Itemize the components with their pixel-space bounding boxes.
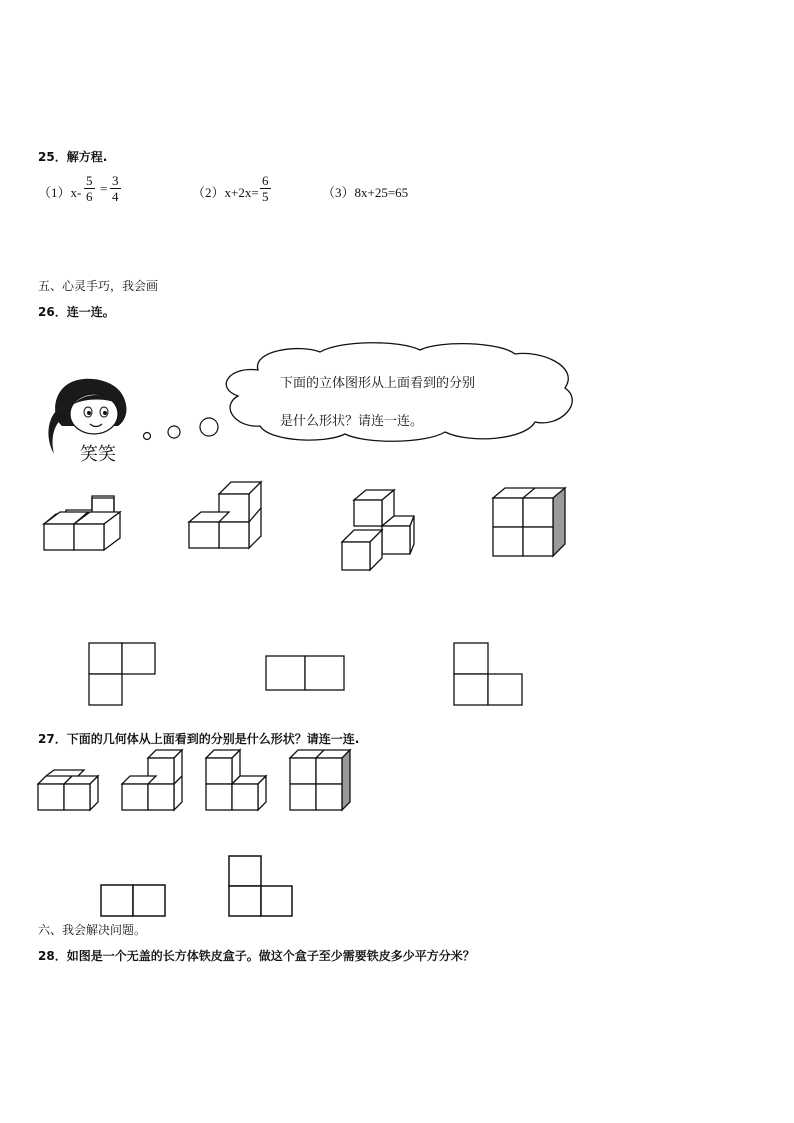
eq1-fraction-2: [110, 173, 121, 204]
eq2-fraction: [260, 173, 271, 204]
q26-solid-figure-4: [493, 488, 569, 558]
bubble-text-line-1: 下面的立体图形从上面看到的分别: [280, 376, 476, 391]
eq2-frac-numerator: 6: [262, 173, 269, 188]
q26-solid-figure-3: [340, 488, 416, 576]
q26-top-view-1: [89, 643, 159, 709]
eq1-frac1-numerator: 5: [86, 173, 93, 188]
eq2-label: （2）x+2x=: [192, 185, 259, 200]
q27-solid-figure-4: [290, 750, 354, 814]
q25-title: 25．解方程.: [38, 150, 108, 164]
q27-solid-figure-2: [122, 750, 186, 814]
bubble-text-line-2: 是什么形状？请连一连。: [280, 414, 424, 429]
q28-title: 28．如图是一个无盖的长方体铁皮盒子。做这个盒子至少需要铁皮多少平方分米？: [38, 949, 475, 963]
q26-solid-figure-1: [44, 496, 124, 554]
q26-title: 26．连一连。: [38, 305, 115, 319]
q27-top-view-2: [229, 856, 295, 920]
q27-solid-figure-3: [206, 750, 270, 814]
q27-solid-figure-1: [38, 770, 102, 814]
eq1-equals: =: [100, 181, 108, 196]
q27-title: 27．下面的几何体从上面看到的分别是什么形状？请连一连.: [38, 732, 360, 746]
q26-top-view-3: [454, 643, 526, 709]
q26-solid-figure-2: [189, 478, 265, 552]
q27-top-view-1: [101, 885, 167, 919]
eq1-label: （1）x-: [38, 185, 82, 200]
q25-equation-3: （3）8x+25=65: [322, 185, 409, 200]
eq1-frac2-numerator: 3: [112, 173, 119, 188]
eq2-frac-denominator: 5: [262, 189, 269, 204]
eq1-frac2-denominator: 4: [112, 189, 119, 204]
character-name-label: 笑笑: [80, 444, 116, 465]
q26-top-view-2: [266, 656, 348, 694]
section6-title: 六、我会解决问题。: [38, 923, 147, 937]
eq1-fraction-1: [84, 173, 95, 204]
section5-title: 五、心灵手巧，我会画: [38, 279, 159, 293]
thought-bubble: [140, 340, 590, 450]
eq1-frac1-denominator: 6: [86, 189, 93, 204]
